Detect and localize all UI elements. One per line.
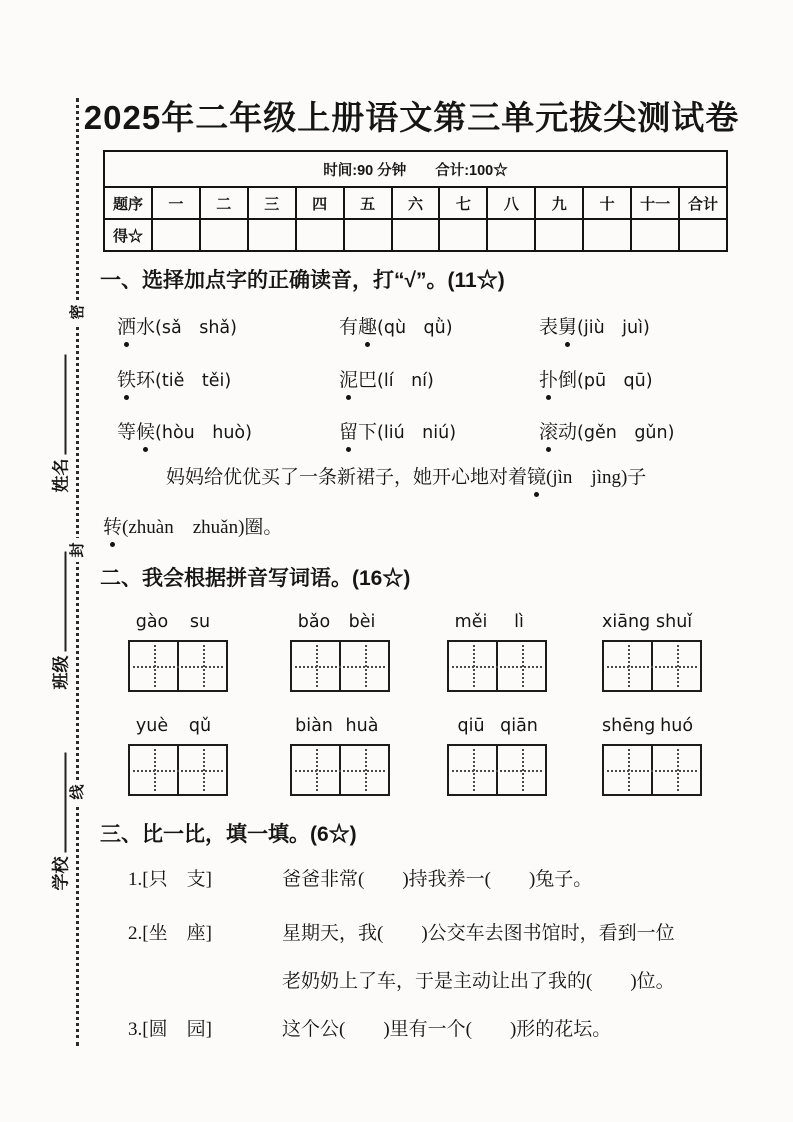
score-table: [103, 150, 728, 252]
seal-char-feng: 封: [68, 538, 88, 562]
pinyin-word-group: [447, 716, 543, 796]
pinyin-label: [290, 612, 386, 640]
item-pinyin-options: (jiù juì): [577, 318, 650, 338]
fill-item-text: 星期天，我( )公交车去图书馆时，看到一位: [282, 923, 675, 944]
pinyin-syllable-2: su: [189, 612, 211, 632]
item-dotted-char: 滚: [539, 422, 559, 443]
pinyin-syllable-2: lì: [514, 612, 524, 632]
item-post-char: 动: [558, 422, 578, 443]
fill-item-options: 1.[只 支]: [128, 869, 212, 890]
read-choice-item: [539, 421, 674, 445]
pinyin-label: [290, 716, 386, 744]
writing-cell: [604, 642, 653, 690]
pinyin-syllable-1: bǎo: [297, 612, 331, 632]
score-empty-cell: [535, 219, 583, 251]
student-name-field: [47, 338, 69, 493]
writing-box: [602, 640, 702, 692]
seal-dotted-line: [76, 98, 79, 1046]
item-pinyin-options: (qù qǜ): [377, 318, 453, 338]
item-post-char: 倒: [558, 370, 578, 391]
section-two-heading: 二、我会根据拼音写词语。(16☆): [100, 567, 411, 590]
item-dotted-char: 扑: [539, 370, 559, 391]
question-number-cell: 九: [535, 187, 583, 219]
score-empty-cell: [679, 219, 727, 251]
question-number-cell: 六: [392, 187, 440, 219]
read-choice-item: [339, 421, 456, 445]
class-label: 班级: [51, 655, 71, 690]
pinyin-syllable-2: huó: [660, 716, 694, 736]
read-choice-item: [117, 421, 252, 445]
read-choice-item: [339, 369, 434, 393]
writing-cell: [604, 746, 653, 794]
score-table-info: 时间:90 分钟 合计:100☆: [104, 151, 727, 187]
sentence-post: (jìn jìng)子: [546, 467, 647, 488]
sentence-line: [166, 466, 646, 490]
seal-char-mi: 密: [68, 300, 88, 324]
sentence-pre: 妈妈给优优买了一条新裙子，她开心地对着: [166, 467, 528, 488]
item-pinyin-options: (hòu huò): [155, 423, 252, 443]
question-number-cell: 三: [248, 187, 296, 219]
score-table-question-row: [104, 187, 727, 219]
pinyin-syllable-2: shuǐ: [655, 612, 693, 632]
writing-cell: [498, 746, 545, 794]
read-choice-item: [539, 369, 653, 393]
pinyin-syllable-2: qǔ: [188, 716, 212, 736]
student-name-label: 姓名: [51, 458, 71, 493]
fill-item-options: 2.[坐 座]: [128, 923, 212, 944]
writing-box: [447, 744, 547, 796]
writing-box: [602, 744, 702, 796]
writing-cell: [179, 746, 226, 794]
section-three-heading: 三、比一比，填一填。(6☆): [100, 823, 357, 846]
pinyin-word-group: [290, 716, 386, 796]
pinyin-label: [128, 716, 224, 744]
item-dotted-char: 洒: [117, 317, 137, 338]
writing-box: [290, 640, 390, 692]
read-choice-item: [117, 369, 231, 393]
item-pre-char: 等: [117, 422, 137, 443]
pinyin-syllable-2: qiān: [500, 716, 538, 736]
writing-cell: [498, 642, 545, 690]
class-field: [47, 535, 69, 690]
item-dotted-char: 泥: [339, 370, 359, 391]
writing-cell: [653, 642, 700, 690]
sentence-dotted-char: 镜: [527, 467, 547, 488]
writing-cell: [130, 746, 179, 794]
school-field: [47, 736, 69, 891]
read-choice-item: [339, 316, 453, 340]
score-empty-cell: [296, 219, 344, 251]
item-post-char: 环: [136, 370, 156, 391]
score-empty-cell: [631, 219, 679, 251]
writing-box: [447, 640, 547, 692]
pinyin-word-group: [290, 612, 386, 692]
score-row-label: 得☆: [104, 219, 152, 251]
item-post-char: 巴: [358, 370, 378, 391]
question-number-cell: 一: [152, 187, 200, 219]
pinyin-syllable-1: shēng: [602, 716, 656, 736]
pinyin-syllable-1: qiū: [457, 716, 485, 736]
pinyin-word-group: [602, 716, 698, 796]
item-dotted-char: 铁: [117, 370, 137, 391]
item-post-char: 下: [358, 422, 378, 443]
item-pinyin-options: (tiě těi): [155, 371, 232, 391]
question-number-cell: 合计: [679, 187, 727, 219]
pinyin-syllable-2: huà: [345, 716, 379, 736]
item-pinyin-options: (lí ní): [377, 371, 434, 391]
item-pinyin-options: (liú niú): [377, 423, 457, 443]
question-number-cell: 八: [487, 187, 535, 219]
pinyin-syllable-1: měi: [454, 612, 488, 632]
question-number-cell: 十: [583, 187, 631, 219]
writing-cell: [341, 642, 388, 690]
item-pinyin-options: (pū qū): [577, 371, 653, 391]
school-blank: [51, 753, 67, 853]
fill-item-text: 这个公( )里有一个( )形的花坛。: [282, 1019, 612, 1040]
question-number-cell: 十一: [631, 187, 679, 219]
pinyin-label: [602, 612, 698, 640]
pinyin-syllable-1: yuè: [135, 716, 169, 736]
item-post-char: 水: [136, 317, 156, 338]
class-blank: [51, 552, 67, 652]
question-number-cell: 五: [344, 187, 392, 219]
writing-cell: [449, 642, 498, 690]
pinyin-word-group: [447, 612, 543, 692]
item-dotted-char: 候: [136, 422, 156, 443]
writing-cell: [130, 642, 179, 690]
pinyin-syllable-1: biàn: [295, 716, 333, 736]
question-number-cell: 二: [200, 187, 248, 219]
writing-cell: [179, 642, 226, 690]
writing-box: [128, 640, 228, 692]
item-dotted-char: 留: [339, 422, 359, 443]
pinyin-word-group: [128, 612, 224, 692]
pinyin-word-group: [602, 612, 698, 692]
pinyin-syllable-2: bèi: [348, 612, 376, 632]
score-empty-cell: [583, 219, 631, 251]
fill-item-text: 老奶奶上了车，于是主动让出了我的( )位。: [282, 971, 675, 992]
question-number-cell: 四: [296, 187, 344, 219]
page-title: 2025年二年级上册语文第三单元拔尖测试卷: [83, 99, 740, 136]
read-choice-item: [539, 316, 650, 340]
score-empty-cell: [152, 219, 200, 251]
sentence-post: (zhuàn zhuǎn)圈。: [122, 517, 283, 538]
writing-cell: [653, 746, 700, 794]
item-dotted-char: 舅: [558, 317, 578, 338]
score-empty-cell: [344, 219, 392, 251]
pinyin-label: [128, 612, 224, 640]
writing-box: [128, 744, 228, 796]
item-dotted-char: 趣: [358, 317, 378, 338]
score-empty-cell: [392, 219, 440, 251]
sentence-dotted-char: 转: [103, 517, 123, 538]
fill-item-options: 3.[圆 园]: [128, 1019, 212, 1040]
school-label: 学校: [51, 856, 71, 891]
writing-cell: [292, 642, 341, 690]
student-name-blank: [51, 355, 67, 455]
item-pre-char: 有: [339, 317, 359, 338]
read-choice-item: [117, 316, 237, 340]
score-empty-cell: [248, 219, 296, 251]
pinyin-label: [447, 716, 543, 744]
item-pinyin-options: (gěn gǔn): [577, 423, 675, 443]
score-table-score-row: [104, 219, 727, 251]
score-empty-cell: [439, 219, 487, 251]
sentence-line: [103, 516, 282, 540]
pinyin-label: [602, 716, 698, 744]
question-number-cell: 七: [439, 187, 487, 219]
item-pre-char: 表: [539, 317, 559, 338]
pinyin-label: [447, 612, 543, 640]
writing-box: [290, 744, 390, 796]
pinyin-syllable-1: gào: [135, 612, 169, 632]
score-empty-cell: [200, 219, 248, 251]
writing-cell: [341, 746, 388, 794]
writing-cell: [292, 746, 341, 794]
section-one-heading: 一、选择加点字的正确读音，打“√”。(11☆): [100, 269, 505, 292]
fill-item-text: 爸爸非常( )持我养一( )兔子。: [282, 869, 593, 890]
writing-cell: [449, 746, 498, 794]
pinyin-word-group: [128, 716, 224, 796]
score-empty-cell: [487, 219, 535, 251]
seal-char-xian: 线: [68, 780, 88, 804]
question-row-label: 题序: [104, 187, 152, 219]
pinyin-syllable-1: xiāng: [602, 612, 651, 632]
item-pinyin-options: (sǎ shǎ): [155, 318, 237, 338]
